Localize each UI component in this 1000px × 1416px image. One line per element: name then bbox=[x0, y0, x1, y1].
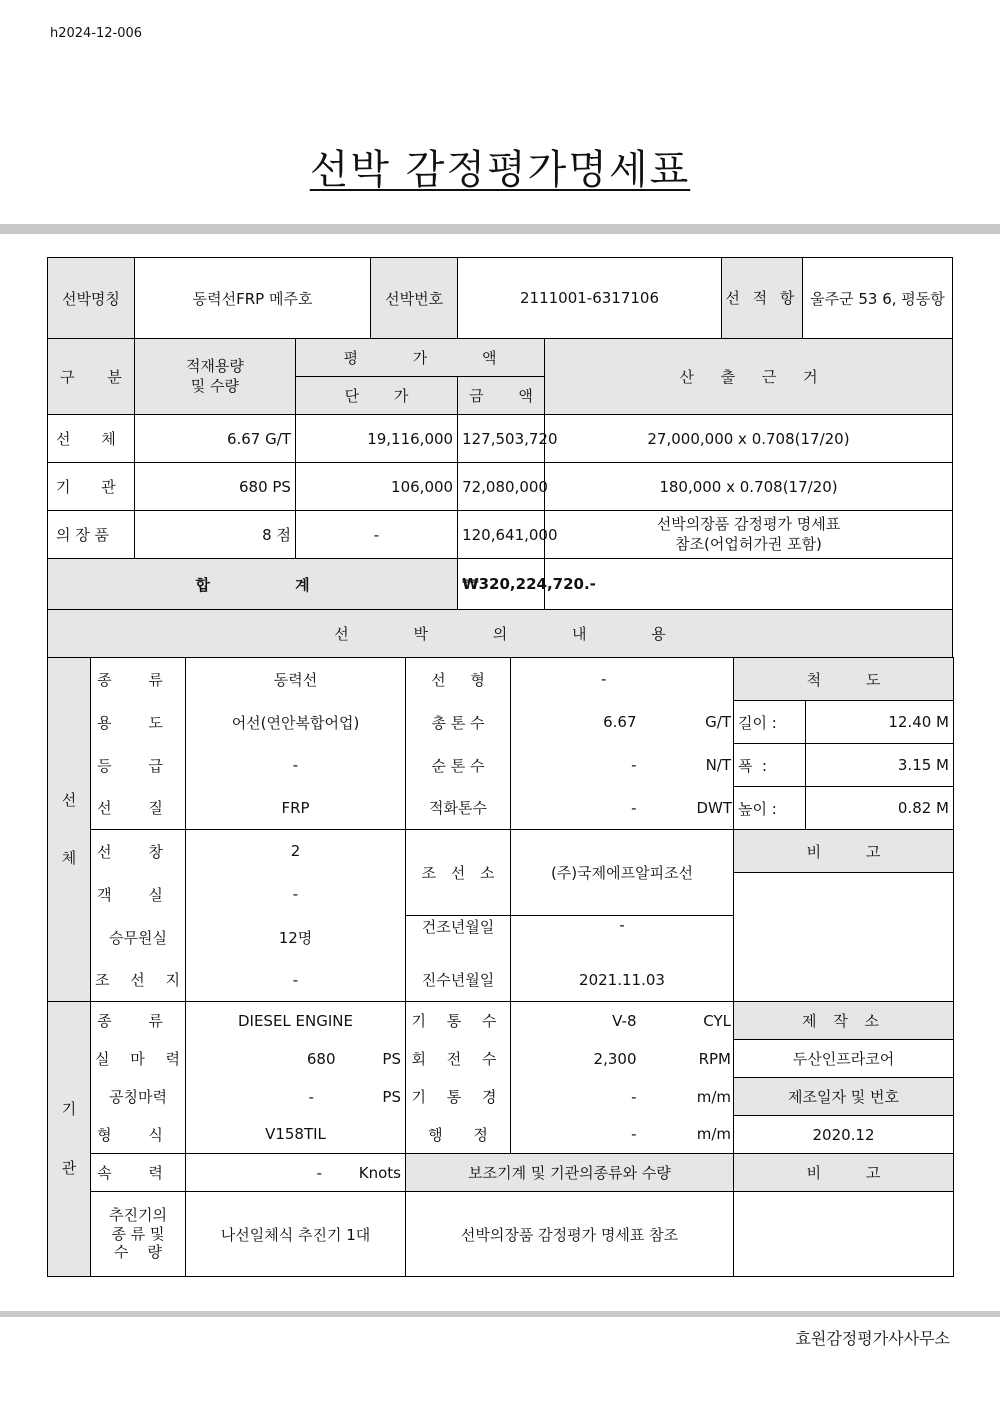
vessel-details-table bbox=[47, 657, 954, 1277]
row-unit-price: - bbox=[295, 511, 457, 559]
nominal-power-unit: PS bbox=[382, 1087, 401, 1106]
valuation-row bbox=[48, 511, 953, 559]
actual-power-unit: PS bbox=[382, 1049, 401, 1068]
nominal-power-label: 공칭마력 bbox=[91, 1078, 186, 1116]
document-id: h2024-12-006 bbox=[50, 26, 143, 41]
hull-material: FRP bbox=[186, 787, 406, 830]
row-amount: 72,080,000 bbox=[458, 463, 545, 511]
row-unit-price: 106,000 bbox=[295, 463, 457, 511]
hull-material-label: 선 질 bbox=[91, 787, 186, 830]
bore-unit: m/m bbox=[697, 1078, 734, 1116]
width-value: 3.15 M bbox=[806, 744, 954, 787]
engine-model-label: 형 식 bbox=[91, 1116, 186, 1154]
row-label: 선 체 bbox=[48, 415, 135, 463]
engine-section-label: 기 관 bbox=[48, 1002, 91, 1277]
hull-model: - bbox=[511, 658, 697, 701]
top-divider bbox=[0, 224, 1000, 234]
row-label: 의 장 품 bbox=[48, 511, 135, 559]
bore: - bbox=[511, 1078, 697, 1116]
launch-date-label: 진수년월일 bbox=[406, 959, 511, 1002]
rpm-label: 회 전 수 bbox=[406, 1040, 511, 1078]
hull-type: 동력선 bbox=[186, 658, 406, 701]
row-label: 기 관 bbox=[48, 463, 135, 511]
build-date-label: 건조년월일 bbox=[406, 916, 511, 959]
hull-section-label: 선 체 bbox=[48, 658, 91, 1002]
total-blank bbox=[544, 559, 952, 610]
length-label: 길이 : bbox=[734, 701, 806, 744]
ship-identity-row bbox=[48, 258, 953, 339]
valuation-row bbox=[48, 463, 953, 511]
page-title: 선박 감정평가명세표 bbox=[309, 147, 691, 193]
row-amount: 120,641,000 bbox=[458, 511, 545, 559]
stroke-unit: m/m bbox=[697, 1116, 734, 1154]
mfg-header: 제조일자 및 번호 bbox=[734, 1078, 954, 1116]
total-amount: ₩320,224,720.- bbox=[458, 559, 545, 610]
row-capacity: 8 점 bbox=[134, 511, 295, 559]
launch-date: 2021.11.03 bbox=[511, 959, 734, 1002]
speed: - bbox=[316, 1163, 323, 1182]
row-unit-price: 19,116,000 bbox=[295, 415, 457, 463]
nominal-power: - bbox=[308, 1087, 314, 1106]
deadweight: - bbox=[511, 787, 697, 830]
engine-remarks-header: 비 고 bbox=[734, 1154, 954, 1192]
valuation-row bbox=[48, 415, 953, 463]
gross-tonnage: 6.67 bbox=[511, 701, 697, 744]
net-tonnage-unit: N/T bbox=[697, 744, 734, 787]
crew-room-label: 승무원실 bbox=[91, 916, 186, 959]
engine-type: DIESEL ENGINE bbox=[186, 1002, 406, 1040]
hull-remarks-header: 비 고 bbox=[734, 830, 954, 873]
home-port-cell bbox=[721, 258, 952, 339]
total-label: 합 계 bbox=[48, 559, 458, 610]
speed-label: 속 력 bbox=[91, 1154, 186, 1192]
value-header: 평 가 액 bbox=[295, 339, 544, 377]
engine-model: V158TIL bbox=[186, 1116, 406, 1154]
speed-unit: Knots bbox=[358, 1163, 401, 1182]
shipyard-label: 조 선 소 bbox=[406, 830, 511, 916]
category-header: 구 분 bbox=[48, 339, 135, 415]
row-basis: 27,000,000 x 0.708(17/20) bbox=[544, 415, 952, 463]
ship-name-label: 선박명칭 bbox=[48, 258, 135, 339]
engine-type-label: 종 류 bbox=[91, 1002, 186, 1040]
row-capacity: 680 PS bbox=[134, 463, 295, 511]
height-label: 높이 : bbox=[734, 787, 806, 830]
basis-header: 산 출 근 거 bbox=[544, 339, 952, 415]
row-basis: 180,000 x 0.708(17/20) bbox=[544, 463, 952, 511]
hold-value: 2 bbox=[186, 830, 406, 873]
nominal-power-cell bbox=[186, 1078, 406, 1116]
hull-grade: - bbox=[186, 744, 406, 787]
hull-remarks bbox=[734, 873, 954, 1002]
net-tonnage: - bbox=[511, 744, 697, 787]
aux-machinery: 선박의장품 감정평가 명세표 참조 bbox=[406, 1192, 734, 1277]
hull-use: 어선(연안복합어업) bbox=[186, 701, 406, 744]
actual-power-label: 실 마 력 bbox=[91, 1040, 186, 1078]
aux-machinery-header: 보조기계 및 기관의종류와 수량 bbox=[406, 1154, 734, 1192]
stroke-label: 행 정 bbox=[406, 1116, 511, 1154]
details-header: 선 박 의 내 용 bbox=[48, 610, 953, 658]
width-label: 폭 : bbox=[734, 744, 806, 787]
bore-label: 기 통 경 bbox=[406, 1078, 511, 1116]
deadweight-unit: DWT bbox=[697, 787, 734, 830]
cylinders-unit: CYL bbox=[697, 1002, 734, 1040]
maker: 두산인프라코어 bbox=[734, 1040, 954, 1078]
total-row bbox=[48, 559, 953, 610]
crew-room-value: 12명 bbox=[186, 916, 406, 959]
build-date: - bbox=[511, 916, 734, 959]
hull-grade-label: 등 급 bbox=[91, 744, 186, 787]
cylinders-label: 기 통 수 bbox=[406, 1002, 511, 1040]
propeller: 나선일체식 추진기 1대 bbox=[186, 1192, 406, 1277]
amount-header: 금 액 bbox=[458, 377, 545, 415]
hull-model-label: 선 형 bbox=[406, 658, 511, 701]
mfg-date: 2020.12 bbox=[734, 1116, 954, 1154]
actual-power: 680 bbox=[306, 1049, 336, 1068]
maker-header: 제 작 소 bbox=[734, 1002, 954, 1040]
gross-tonnage-unit: G/T bbox=[697, 701, 734, 744]
gross-tonnage-label: 총 톤 수 bbox=[406, 701, 511, 744]
rpm: 2,300 bbox=[511, 1040, 697, 1078]
dimension-header: 척 도 bbox=[734, 658, 954, 701]
stroke: - bbox=[511, 1116, 697, 1154]
actual-power-cell bbox=[186, 1040, 406, 1078]
ship-number: 2111001-6317106 bbox=[458, 258, 722, 339]
length-value: 12.40 M bbox=[806, 701, 954, 744]
hull-use-label: 용 도 bbox=[91, 701, 186, 744]
build-site-label: 조 선 지 bbox=[91, 959, 186, 1002]
deadweight-label: 적화톤수 bbox=[406, 787, 511, 830]
hull-type-label: 종 류 bbox=[91, 658, 186, 701]
row-amount: 127,503,720 bbox=[458, 415, 545, 463]
cabin-label: 객 실 bbox=[91, 873, 186, 916]
speed-cell bbox=[186, 1154, 406, 1192]
valuation-table bbox=[47, 257, 953, 658]
home-port: 울주군 53 6, 평동항 bbox=[810, 289, 945, 308]
rpm-unit: RPM bbox=[697, 1040, 734, 1078]
build-site: - bbox=[186, 959, 406, 1002]
home-port-label: 선 적 항 bbox=[722, 258, 803, 338]
row-capacity: 6.67 G/T bbox=[134, 415, 295, 463]
cylinders: V-8 bbox=[511, 1002, 697, 1040]
cabin-value: - bbox=[186, 873, 406, 916]
propeller-label: 추진기의 종 류 및 수 량 bbox=[91, 1192, 186, 1277]
ship-number-label: 선박번호 bbox=[371, 258, 458, 339]
row-basis: 선박의장품 감정평가 명세표 참조(어업허가권 포함) bbox=[544, 511, 952, 559]
office-name: 효원감정평가사사무소 bbox=[795, 1329, 950, 1348]
capacity-header: 적재용량 및 수량 bbox=[134, 339, 295, 415]
bottom-divider bbox=[0, 1311, 1000, 1317]
ship-name: 동력선FRP 메주호 bbox=[134, 258, 370, 339]
height-value: 0.82 M bbox=[806, 787, 954, 830]
engine-remarks bbox=[734, 1192, 954, 1277]
net-tonnage-label: 순 톤 수 bbox=[406, 744, 511, 787]
unit-price-header: 단 가 bbox=[295, 377, 457, 415]
hold-label: 선 창 bbox=[91, 830, 186, 873]
shipyard: (주)국제에프알피조선 bbox=[511, 830, 734, 916]
